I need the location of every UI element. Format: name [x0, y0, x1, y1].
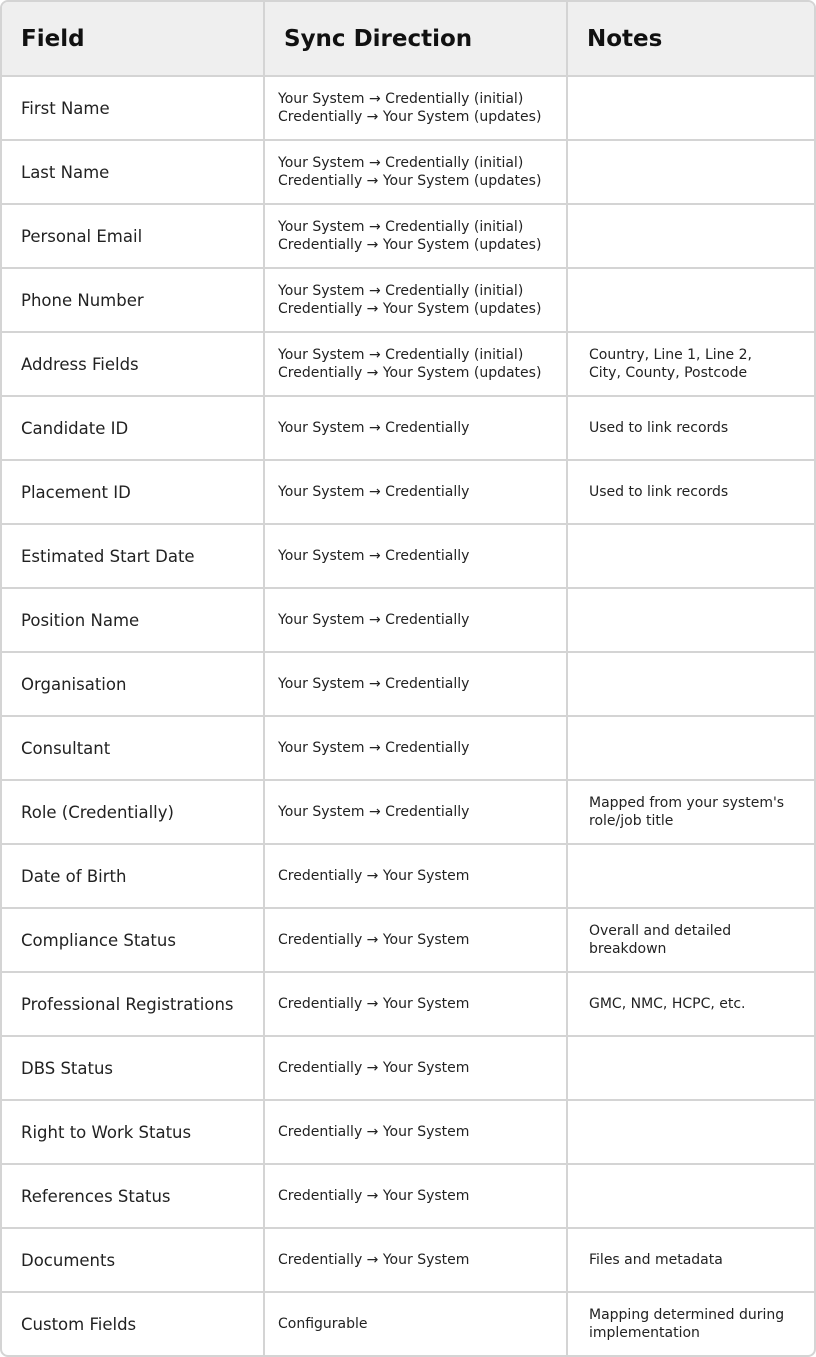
sync-direction-line: Credentially → Your System: [278, 1252, 470, 1268]
sync-direction-cell: [264, 332, 567, 396]
sync-direction-line: Credentially → Your System: [278, 868, 470, 884]
notes-cell: [567, 1164, 814, 1228]
table-row: [2, 780, 814, 844]
field-cell: Consultant: [2, 716, 264, 780]
sync-direction-line: Credentially → Your System (updates): [278, 365, 542, 381]
notes-cell: [567, 716, 814, 780]
field-cell: Role (Credentially): [2, 780, 264, 844]
sync-direction-line: Your System → Credentially (initial): [278, 155, 524, 171]
sync-direction-line: Your System → Credentially (initial): [278, 347, 524, 363]
sync-direction-cell: [264, 716, 567, 780]
sync-direction-cell: [264, 268, 567, 332]
sync-direction-line: Your System → Credentially: [278, 612, 470, 628]
sync-direction-cell: [264, 76, 567, 140]
sync-direction-line: Credentially → Your System: [278, 1124, 470, 1140]
field-mapping-table: [2, 2, 814, 1355]
sync-direction-line: Credentially → Your System (updates): [278, 173, 542, 189]
notes-line: Mapped from your system's: [589, 795, 785, 811]
sync-direction-cell: [264, 1036, 567, 1100]
notes-line: Files and metadata: [589, 1252, 723, 1268]
field-cell: Custom Fields: [2, 1292, 264, 1355]
table-row: [2, 332, 814, 396]
table-row: [2, 1228, 814, 1292]
sync-direction-line: Your System → Credentially: [278, 484, 470, 500]
field-cell: Candidate ID: [2, 396, 264, 460]
table-row: [2, 1100, 814, 1164]
table-row: [2, 396, 814, 460]
sync-direction-line: Configurable: [278, 1316, 368, 1332]
notes-line: City, County, Postcode: [589, 365, 748, 381]
header-sync-direction: Sync Direction: [264, 2, 567, 76]
table-header: [2, 2, 814, 76]
header-notes: Notes: [567, 2, 814, 76]
notes-cell: [567, 972, 814, 1036]
sync-direction-cell: [264, 140, 567, 204]
table-row: [2, 844, 814, 908]
notes-cell: [567, 204, 814, 268]
field-cell: DBS Status: [2, 1036, 264, 1100]
sync-direction-cell: [264, 1164, 567, 1228]
sync-direction-cell: [264, 1228, 567, 1292]
table-row: [2, 76, 814, 140]
sync-direction-line: Credentially → Your System (updates): [278, 109, 542, 125]
notes-cell: [567, 908, 814, 972]
sync-direction-cell: [264, 1292, 567, 1355]
field-cell: Compliance Status: [2, 908, 264, 972]
notes-line: Used to link records: [589, 420, 729, 436]
field-cell: Documents: [2, 1228, 264, 1292]
field-cell: Date of Birth: [2, 844, 264, 908]
notes-cell: [567, 268, 814, 332]
notes-line: implementation: [589, 1325, 700, 1341]
sync-direction-line: Your System → Credentially: [278, 548, 470, 564]
sync-direction-cell: [264, 460, 567, 524]
sync-direction-line: Credentially → Your System: [278, 1188, 470, 1204]
table-row: [2, 908, 814, 972]
table-row: [2, 268, 814, 332]
sync-direction-line: Credentially → Your System: [278, 996, 470, 1012]
field-cell: Estimated Start Date: [2, 524, 264, 588]
notes-cell: [567, 1036, 814, 1100]
field-cell: Placement ID: [2, 460, 264, 524]
sync-direction-line: Credentially → Your System: [278, 1060, 470, 1076]
notes-cell: [567, 524, 814, 588]
notes-cell: [567, 780, 814, 844]
notes-line: Country, Line 1, Line 2,: [589, 347, 752, 363]
sync-direction-cell: [264, 908, 567, 972]
sync-direction-cell: [264, 844, 567, 908]
notes-cell: [567, 1100, 814, 1164]
table-row: [2, 972, 814, 1036]
sync-direction-cell: [264, 396, 567, 460]
table-row: [2, 140, 814, 204]
table-row: [2, 1164, 814, 1228]
sync-direction-cell: [264, 204, 567, 268]
field-cell: First Name: [2, 76, 264, 140]
sync-direction-line: Your System → Credentially: [278, 420, 470, 436]
table-row: [2, 460, 814, 524]
header-row: [2, 2, 814, 76]
notes-line: breakdown: [589, 941, 667, 957]
header-field: Field: [2, 2, 264, 76]
notes-cell: [567, 140, 814, 204]
notes-cell: [567, 460, 814, 524]
sync-direction-line: Your System → Credentially (initial): [278, 283, 524, 299]
notes-line: Mapping determined during: [589, 1307, 785, 1323]
table-row: [2, 524, 814, 588]
field-cell: Right to Work Status: [2, 1100, 264, 1164]
field-cell: Position Name: [2, 588, 264, 652]
notes-line: Overall and detailed: [589, 923, 732, 939]
table-row: [2, 1036, 814, 1100]
sync-direction-line: Credentially → Your System (updates): [278, 301, 542, 317]
field-cell: Professional Registrations: [2, 972, 264, 1036]
table-row: [2, 716, 814, 780]
table-body: [2, 76, 814, 1355]
notes-cell: [567, 396, 814, 460]
notes-cell: [567, 76, 814, 140]
notes-cell: [567, 588, 814, 652]
sync-direction-cell: [264, 588, 567, 652]
notes-line: role/job title: [589, 813, 674, 829]
notes-line: Used to link records: [589, 484, 729, 500]
notes-line: GMC, NMC, HCPC, etc.: [589, 996, 746, 1012]
table-row: [2, 204, 814, 268]
sync-direction-cell: [264, 1100, 567, 1164]
notes-cell: [567, 844, 814, 908]
field-cell: Organisation: [2, 652, 264, 716]
field-cell: Address Fields: [2, 332, 264, 396]
field-cell: Personal Email: [2, 204, 264, 268]
sync-direction-cell: [264, 972, 567, 1036]
notes-cell: [567, 1228, 814, 1292]
sync-direction-line: Your System → Credentially: [278, 740, 470, 756]
field-cell: Phone Number: [2, 268, 264, 332]
sync-direction-cell: [264, 524, 567, 588]
sync-direction-line: Your System → Credentially: [278, 676, 470, 692]
field-cell: Last Name: [2, 140, 264, 204]
table-row: [2, 1292, 814, 1355]
sync-direction-line: Credentially → Your System (updates): [278, 237, 542, 253]
sync-direction-cell: [264, 780, 567, 844]
sync-direction-cell: [264, 652, 567, 716]
sync-direction-line: Your System → Credentially (initial): [278, 91, 524, 107]
notes-cell: [567, 1292, 814, 1355]
sync-direction-line: Your System → Credentially: [278, 804, 470, 820]
table-row: [2, 652, 814, 716]
notes-cell: [567, 332, 814, 396]
table-row: [2, 588, 814, 652]
sync-direction-line: Your System → Credentially (initial): [278, 219, 524, 235]
notes-cell: [567, 652, 814, 716]
sync-direction-line: Credentially → Your System: [278, 932, 470, 948]
field-cell: References Status: [2, 1164, 264, 1228]
